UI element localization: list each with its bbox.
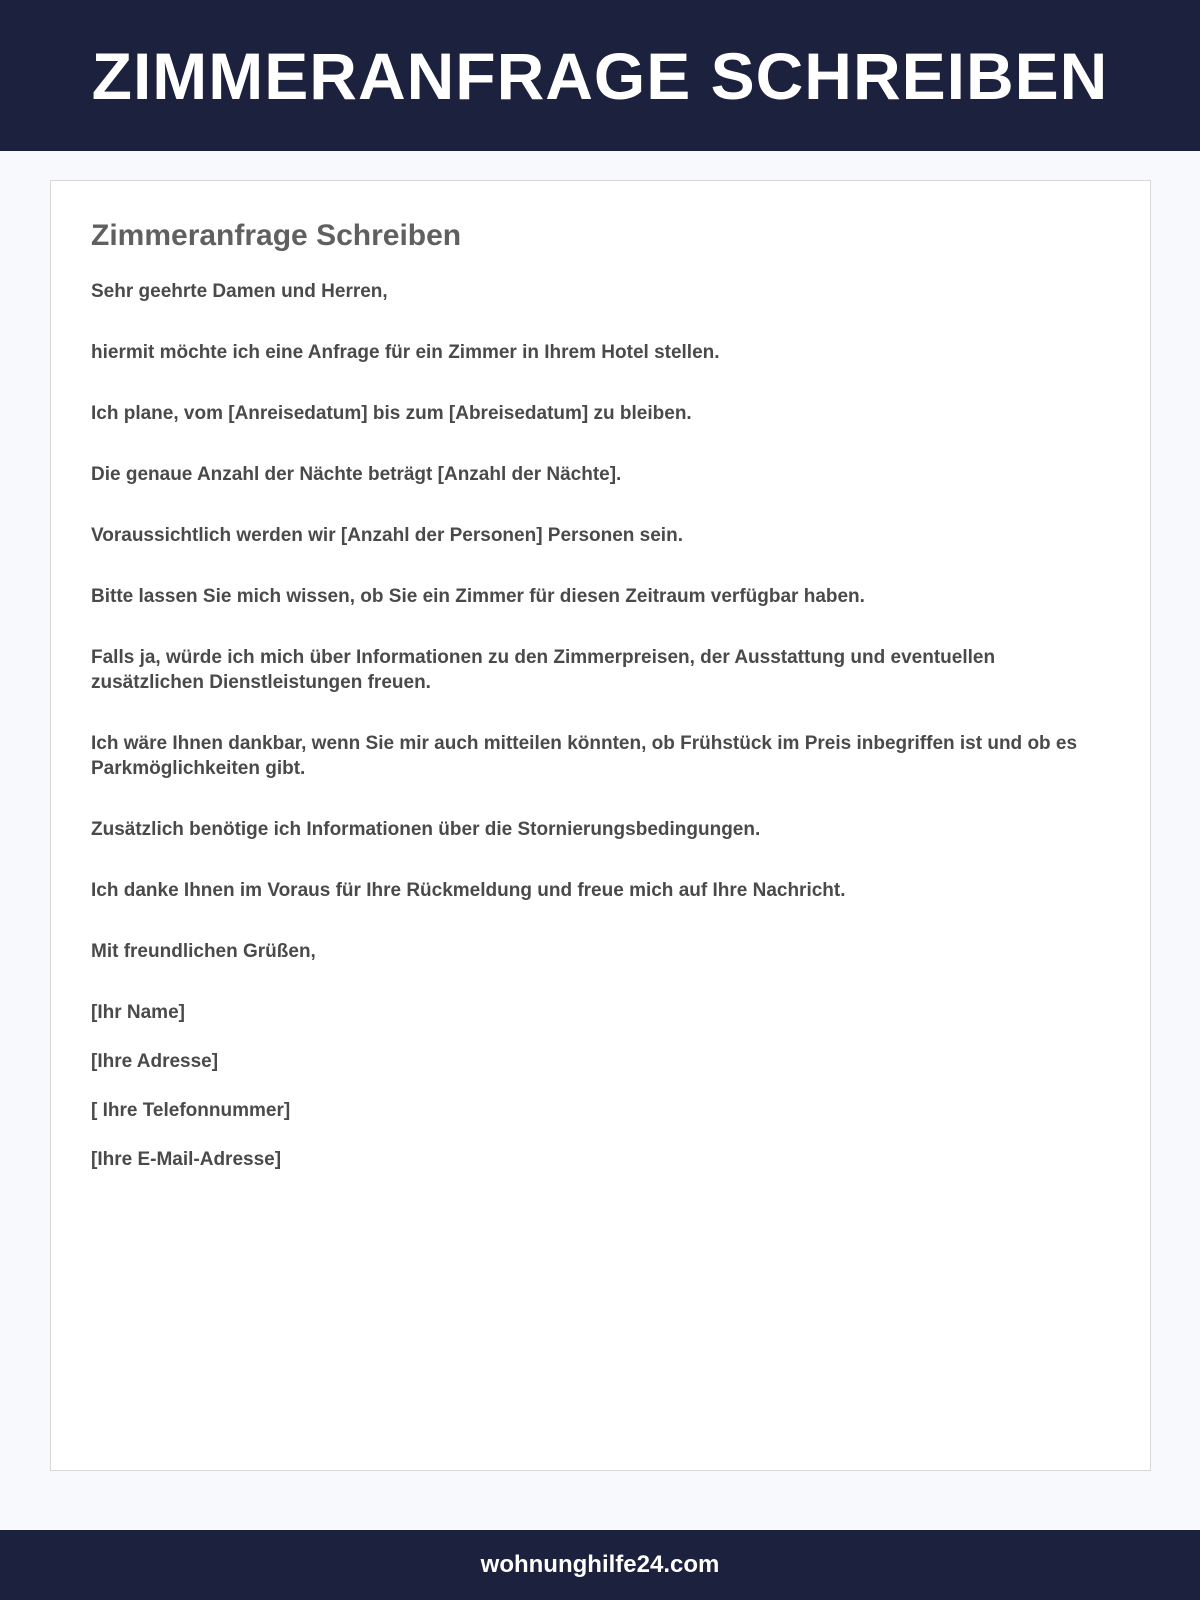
letter-paragraph: Bitte lassen Sie mich wissen, ob Sie ein Zimmer für diesen Zeitraum verfügbar haben.	[91, 586, 865, 607]
signature-address: [Ihre Adresse]	[91, 1051, 219, 1072]
signature-name: [Ihr Name]	[91, 1002, 185, 1023]
letter-card	[50, 180, 1151, 1471]
letter-paragraph: Falls ja, würde ich mich über Informationen zu den Zimmerpreisen, der Ausstattung und eventuellen zusätzlichen Dienstleistungen freuen.	[91, 647, 996, 693]
letter-paragraph: Zusätzlich benötige ich Informationen über die Stornierungsbedingungen.	[91, 819, 761, 840]
signature-email: [Ihre E-Mail-Adresse]	[91, 1149, 282, 1170]
letter-paragraph: Voraussichtlich werden wir [Anzahl der Personen] Personen sein.	[91, 525, 683, 546]
letter-paragraph: Ich plane, vom [Anreisedatum] bis zum [Abreisedatum] zu bleiben.	[91, 403, 692, 424]
letter-paragraph: Die genaue Anzahl der Nächte beträgt [Anzahl der Nächte].	[91, 464, 622, 485]
letter-paragraph: Ich wäre Ihnen dankbar, wenn Sie mir auch mitteilen könnten, ob Frühstück im Preis inbegriffen ist und ob es Parkmöglichkeiten gibt.	[91, 733, 1078, 779]
header-banner	[0, 0, 1200, 151]
letter-closing: Mit freundlichen Grüßen,	[91, 941, 316, 962]
banner-title: ZIMMERANFRAGE SCHREIBEN	[91, 38, 1109, 113]
letter-paragraph: hiermit möchte ich eine Anfrage für ein Zimmer in Ihrem Hotel stellen.	[91, 342, 720, 363]
footer-bar	[0, 1530, 1200, 1600]
letter-paragraph: Ich danke Ihnen im Voraus für Ihre Rückmeldung und freue mich auf Ihre Nachricht.	[91, 880, 846, 901]
signature-block	[91, 1000, 1110, 1172]
letter-title: Zimmeranfrage Schreiben	[91, 219, 462, 252]
signature-phone: [ Ihre Telefonnummer]	[91, 1100, 291, 1121]
footer-site: wohnunghilfe24.com	[480, 1551, 720, 1578]
letter-salutation: Sehr geehrte Damen und Herren,	[91, 281, 388, 302]
